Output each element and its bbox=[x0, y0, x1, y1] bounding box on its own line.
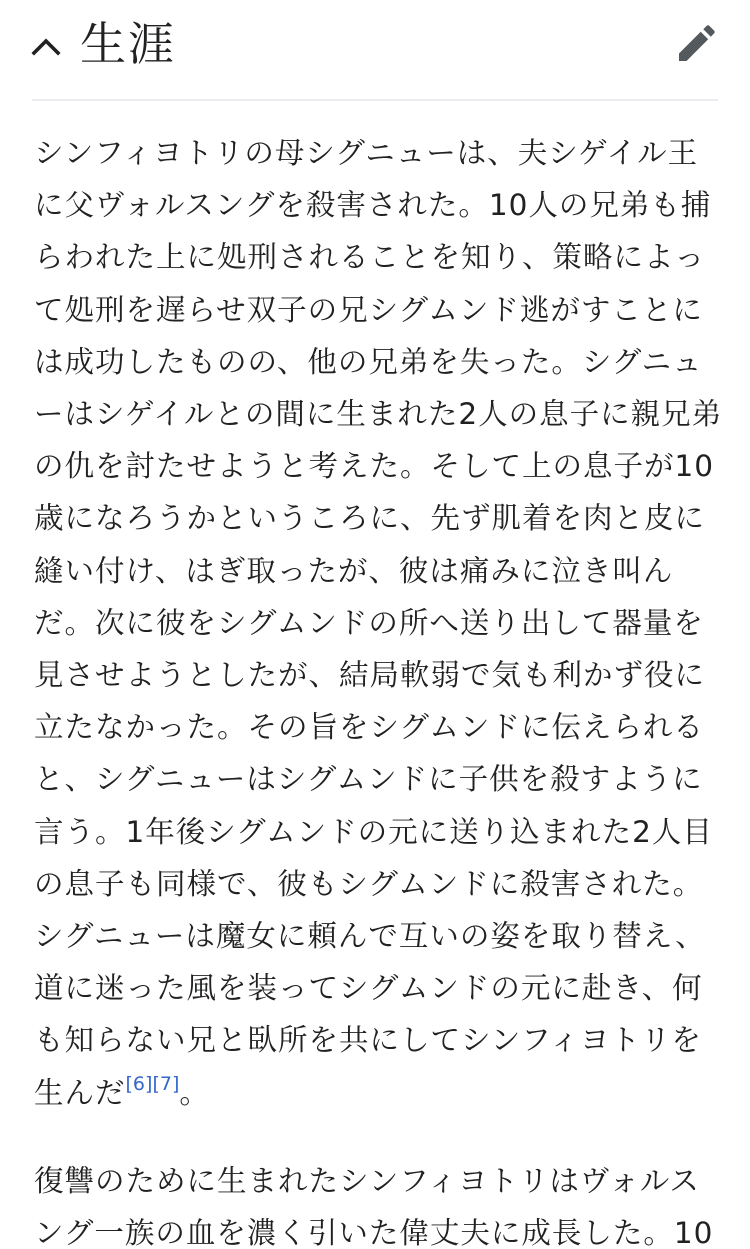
section-title: 生涯 bbox=[80, 17, 176, 71]
section-content bbox=[34, 127, 723, 1249]
text-line: の仇を討たせようと考えた。そして上の息子が10 bbox=[34, 449, 715, 484]
text-line: 縫い付け、はぎ取ったが、彼は痛みに泣き叫ん bbox=[34, 553, 674, 588]
text-line: と、シグニューはシグムンドに子供を殺すように bbox=[34, 762, 703, 797]
text-line-last bbox=[34, 1067, 720, 1119]
paragraph-2 bbox=[34, 1155, 720, 1249]
paragraph-1 bbox=[34, 127, 723, 1119]
text-line: 復讐のために生まれたシンフィヨトリはヴォルス bbox=[34, 1163, 700, 1198]
text-line: シンフィヨトリの母シグニューは、夫シゲイル王 bbox=[34, 136, 699, 170]
text-line: ング一族の血を濃く引いた偉丈夫に成長した。10 bbox=[34, 1216, 714, 1249]
pencil-icon[interactable] bbox=[674, 22, 718, 66]
text-line: らわれた上に処刑されることを知り、策略によっ bbox=[34, 240, 706, 275]
reference-link-7[interactable]: [7] bbox=[152, 1072, 180, 1095]
text-line: 歳になろうかというころに、先ず肌着を肉と皮に bbox=[34, 501, 706, 536]
text-line: 見させようとしたが、結局軟弱で気も利かず役に bbox=[34, 658, 706, 693]
text-line: も知らない兄と臥所を共にしてシンフィヨトリを bbox=[34, 1023, 702, 1058]
text-line: は成功したものの、他の兄弟を失った。シグニュ bbox=[34, 344, 703, 379]
text-line: て処刑を遅らせ双子の兄シグムンド逃がすことに bbox=[34, 292, 703, 327]
section-divider bbox=[32, 99, 718, 101]
text-line: 立たなかった。その旨をシグムンドに伝えられる bbox=[34, 710, 704, 745]
reference-link-6[interactable]: [6] bbox=[125, 1072, 153, 1095]
text-line: だ。次に彼をシグムンドの所へ送り出して器量を bbox=[34, 605, 704, 640]
text-line: シグニューは魔女に頼んで互いの姿を取り替え、 bbox=[34, 919, 706, 954]
text-line: の息子も同様で、彼もシグムンドに殺害された。 bbox=[34, 866, 704, 901]
text-line: ーはシゲイルとの間に生まれた2人の息子に親兄弟 bbox=[34, 397, 723, 432]
text-fragment: 生んだ bbox=[34, 1075, 126, 1110]
chevron-up-icon[interactable] bbox=[30, 30, 62, 62]
text-line: 道に迷った風を装ってシグムンドの元に赴き、何 bbox=[34, 971, 703, 1006]
section-header[interactable] bbox=[0, 0, 750, 100]
text-fragment: 。 bbox=[179, 1075, 210, 1110]
text-line: に父ヴォルスングを殺害された。10人の兄弟も捕 bbox=[34, 188, 712, 223]
text-line: 言う。1年後シグムンドの元に送り込まれた2人目 bbox=[34, 814, 713, 849]
